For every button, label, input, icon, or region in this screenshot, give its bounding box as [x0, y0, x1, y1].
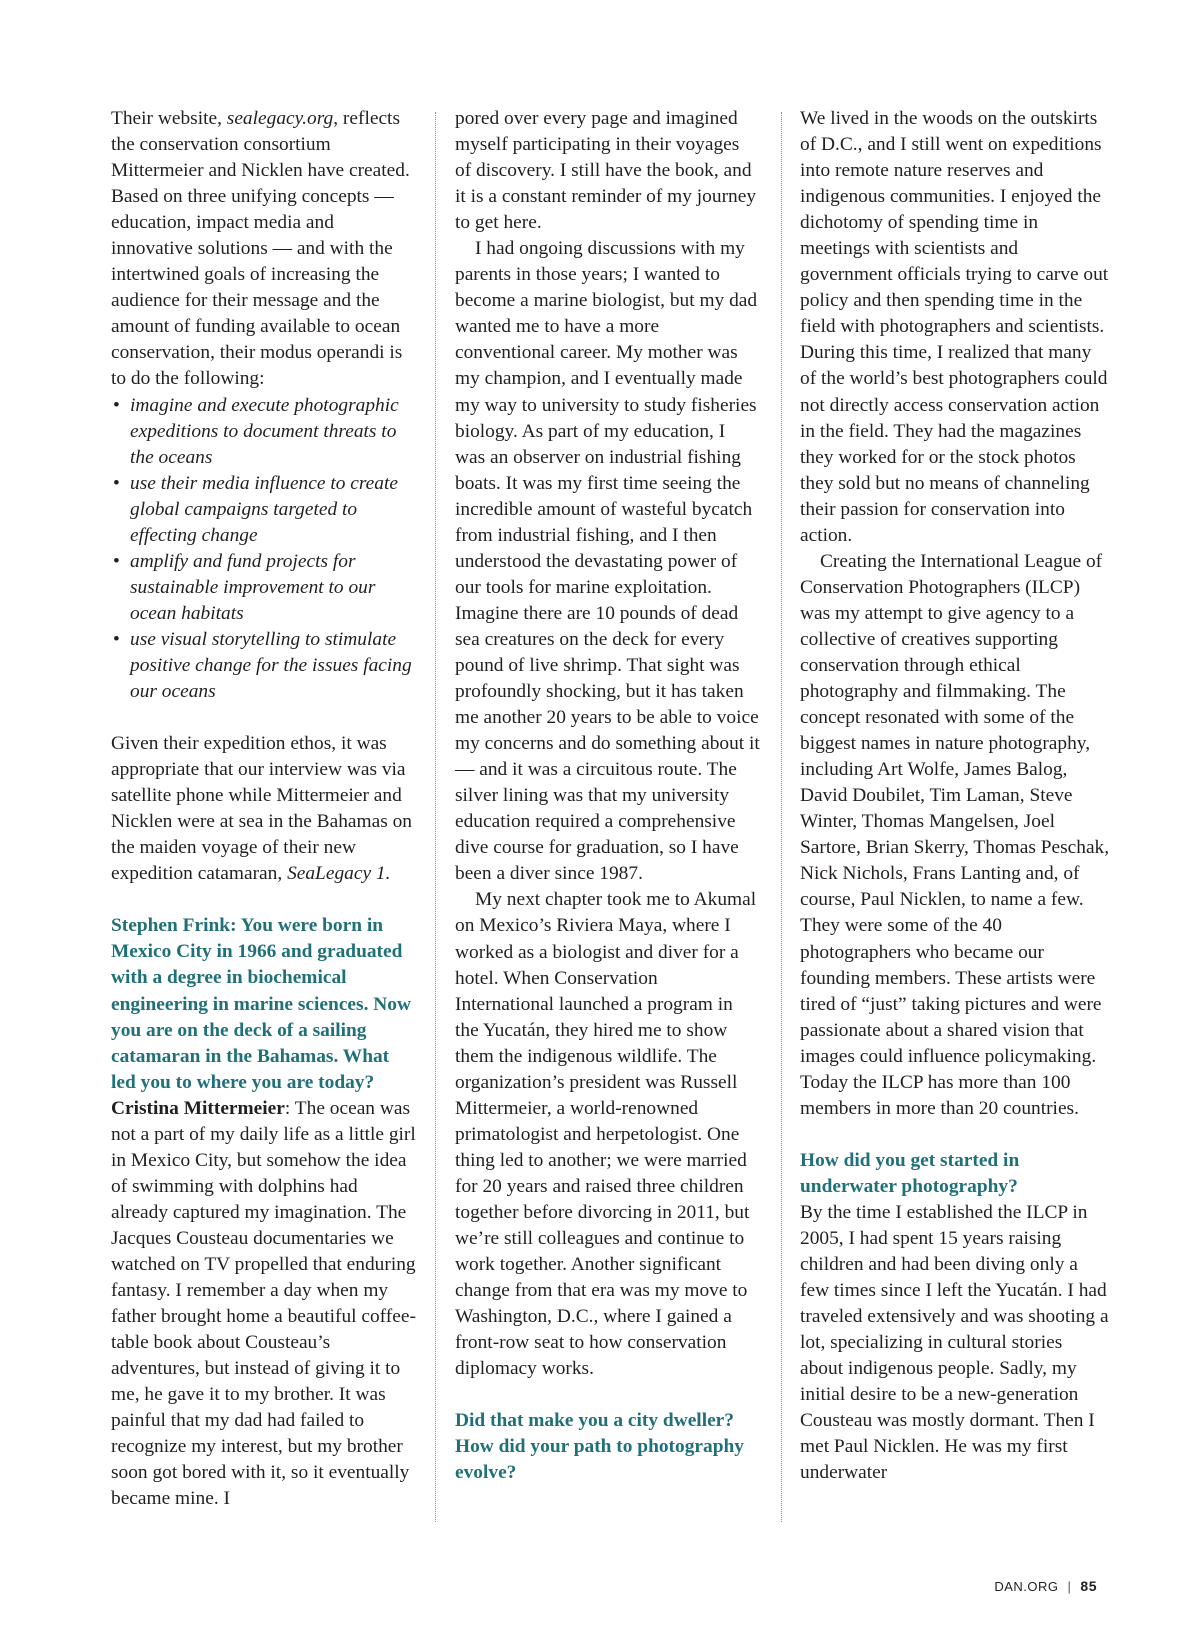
column-divider: [781, 112, 782, 1522]
text-column-3: [800, 106, 1110, 1486]
footer-site: DAN.ORG: [994, 1579, 1059, 1594]
interviewer-name: Stephen Frink: [111, 915, 231, 937]
list-item: • imagine and execute photographic expeditions to document threats to the oceans: [111, 393, 417, 471]
paragraph: We lived in the woods on the outskirts of D.C., and I still went on expeditions into remote nature reserves and indigenous communities. I enjoyed the dichotomy of spending time in meetings with scientists and government officials trying to carve out policy and then spending time in the field with photographers and scientists. During this time, I realized that many of the world’s best photographers could not directly access conservation action in the field. They had the magazines they worked for or the stock photos they sold but no means of channeling their passion for conservation into action.: [800, 108, 1109, 546]
paragraph: I had ongoing discussions with my parents in those years; I wanted to become a marine biologist, but my dad wanted me to have a more conventional career. My mother was my champion, and I eventually made my way to university to study fisheries biology. As part of my education, I was an observer on industrial fishing boats. It was my first time seeing the incredible amount of wasteful bycatch from industrial fishing, and I then understood the devastating power of our tools for marine exploitation. Imagine there are 10 pounds of dead sea creatures on the deck for every pound of live shrimp. That sight was profoundly shocking, but it has taken me another 20 years to be able to voice my concerns and do something about it — and it was a circuitous route. The silver lining was that my university education required a comprehensive dive course for graduation, so I have been a diver since 1987.: [455, 238, 760, 885]
interview-answer: Cristina Mittermeier: The ocean was not a part of my daily life as a little girl in Mexico City, but somehow the idea of swimming with dolphins had already captured my imagination. The Jacques Cousteau documentaries we watched on TV propelled that enduring fantasy. I remember a day when my father brought home a beautiful coffee-table book about Cousteau’s adventures, but instead of giving it to me, he gave it to my brother. It was painful that my dad had failed to recognize my interest, but my brother soon got bored with it, so it eventually became mine. I: [111, 1097, 416, 1510]
list-item: • use visual storytelling to stimulate positive change for the issues facing our oceans: [111, 627, 417, 705]
footer-separator: |: [1067, 1579, 1072, 1594]
list-item: • use their media influence to create global campaigns targeted to effecting change: [111, 471, 417, 549]
interview-question: How did you get started in underwater photography?: [800, 1149, 1020, 1197]
intro-paragraph: Their website, sealegacy.org, reflects the conservation consortium Mittermeier and Nicklen have created. Based on three unifying concepts — education, impact media and innovative solutions — and with the intertwined goals of increasing the audience for their message and the amount of funding available to ocean conservation, their modus operandi is to do the following:: [111, 108, 410, 390]
column-divider: [435, 112, 436, 1522]
website-name: sealegacy.org: [226, 108, 334, 129]
list-item: • amplify and fund projects for sustainable improvement to our ocean habitats: [111, 549, 417, 627]
page-number: 85: [1080, 1578, 1097, 1594]
goals-list: [111, 393, 417, 706]
interview-question: Did that make you a city dweller? How did your path to photography evolve?: [455, 1410, 744, 1484]
text-column-2: [455, 106, 760, 1486]
interview-answer: By the time I established the ILCP in 2005, I had spent 15 years raising children and had been diving only a few times since I left the Yucatán. I had traveled extensively and was shooting a lot, specializing in cultural stories about indigenous people. Sadly, my initial desire to be a new-generation Cousteau was mostly dormant. Then I met Paul Nicklen. He was my first underwater: [800, 1201, 1109, 1484]
vessel-name: SeaLegacy 1.: [287, 863, 391, 885]
text-column-1: [111, 106, 417, 1512]
interview-question: Stephen Frink: You were born in Mexico City in 1966 and graduated with a degree in biochemical engineering in marine sciences. Now you are on the deck of a sailing catamaran in the Bahamas. What led you to where you are today?: [111, 915, 411, 1093]
interviewee-name: Cristina Mittermeier: [111, 1097, 285, 1119]
expedition-paragraph: Given their expedition ethos, it was appropriate that our interview was via satellite phone while Mittermeier and Nicklen were at sea in the Bahamas on the maiden voyage of their new expedition catamaran, SeaLegacy 1.: [111, 733, 412, 885]
paragraph: My next chapter took me to Akumal on Mexico’s Riviera Maya, where I worked as a biologist and diver for a hotel. When Conservation International launched a program in the Yucatán, they hired me to show them the indigenous wildlife. The organization’s president was Russell Mittermeier, a world-renowned primatologist and herpetologist. One thing led to another; we were married for 20 years and raised three children together before divorcing in 2011, but we’re still colleagues and continue to work together. Another significant change from that era was my move to Washington, D.C., where I gained a front-row seat to how conservation diplomacy works.: [455, 889, 757, 1380]
page-footer: [994, 1578, 1097, 1594]
paragraph: pored over every page and imagined myself participating in their voyages of discovery. I still have the book, and it is a constant reminder of my journey to get here.: [455, 108, 757, 234]
paragraph: Creating the International League of Conservation Photographers (ILCP) was my attempt to give agency to a collective of creatives supporting conservation through ethical photography and filmmaking. The concept resonated with some of the biggest names in nature photography, including Art Wolfe, James Balog, David Doubilet, Tim Laman, Steve Winter, Thomas Mangelsen, Joel Sartore, Brian Skerry, Thomas Peschak, Nick Nichols, Frans Lanting and, of course, Paul Nicklen, to name a few. They were some of the 40 photographers who became our founding members. These artists were tired of “just” taking pictures and were passionate about a shared vision that images could influence policymaking. Today the ILCP has more than 100 members in more than 20 countries.: [800, 550, 1110, 1119]
